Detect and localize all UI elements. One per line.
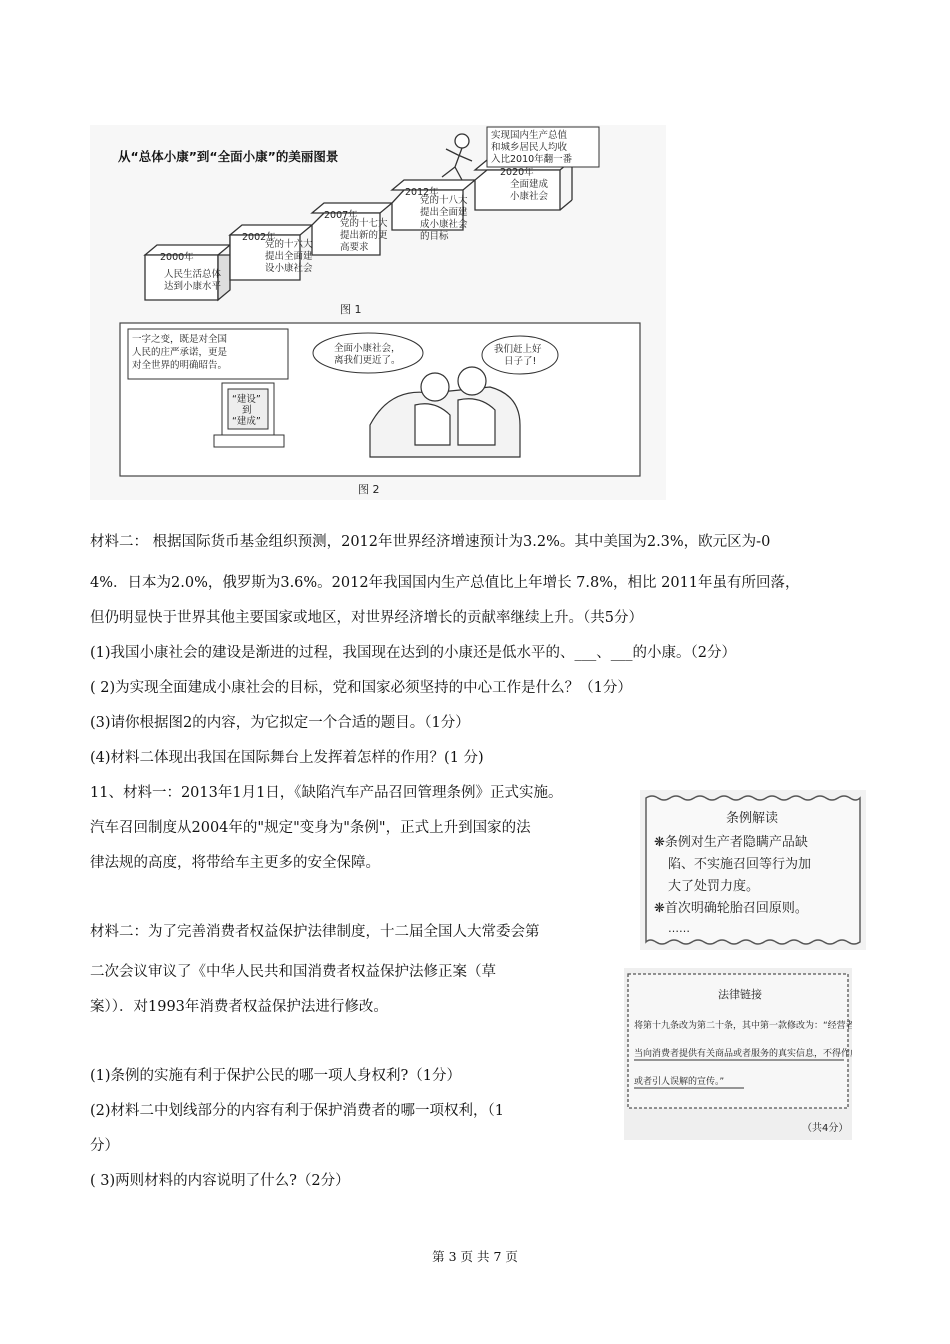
step-text: 达到小康水平 <box>164 281 222 292</box>
box2-score: （共4分） <box>802 1123 849 1134</box>
box2-line: 当向消费者提供有关商品或者服务的真实信息，不得作虚假 <box>634 1049 852 1059</box>
tv-screen-text: “建设” <box>232 394 261 405</box>
q10-sub4: (4)材料二体现出我国在国际舞台上发挥着怎样的作用？(1 分) <box>90 750 484 766</box>
tv-screen-text: “建成” <box>232 416 261 427</box>
top-note-line: 和城乡居民人均收 <box>491 142 568 153</box>
q10-sub1: (1)我国小康社会的建设是渐进的过程，我国现在达到的小康还是低水平的、___、___的小康。（2分） <box>90 645 737 661</box>
step-text: 成小康社会 <box>420 219 468 230</box>
step-year-2020: 2020年 <box>500 167 534 178</box>
box1-line: 陷、不实施召回等行为加 <box>668 857 812 872</box>
fig2-caption: 图 2 <box>358 483 380 496</box>
scroll-frame <box>624 968 852 1140</box>
step-text: 提出新的更 <box>340 230 388 241</box>
step-text: 高要求 <box>340 242 369 253</box>
material2-line: 但仍明显快于世界其他主要国家或地区，对世界经济增长的贡献率继续上升。（共5分） <box>90 610 643 626</box>
q11-material2-line: 材料二：为了完善消费者权益保护法律制度，十二届全国人大常委会第 <box>90 924 540 940</box>
step-year-2007: 2007年 <box>324 210 358 221</box>
step-text: 的目标 <box>420 231 449 242</box>
q11-sub1: (1)条例的实施有利于保护公民的哪一项人身权利?（1分） <box>90 1068 462 1084</box>
top-note-line: 入比2010年翻一番 <box>491 154 573 165</box>
step-text: 全面建成 <box>510 179 549 190</box>
q11-material1-line: 11、材料一：2013年1月1日，《缺陷汽车产品召回管理条例》正式实施。 <box>90 785 563 801</box>
material2-line: 材料二： 根据国际货币基金组织预测，2012年世界经济增速预计为3.2%。其中美国为2.3%，欧元区为-0 <box>90 534 771 550</box>
step-text: 人民生活总体 <box>164 269 222 280</box>
tv-speech-line: 对全世界的明确昭告。 <box>132 360 228 371</box>
step-year-2002: 2002年 <box>242 232 276 243</box>
tv-speech-line: 人民的庄严承诺，更是 <box>132 347 228 358</box>
speech-b-line: 我们赶上好 <box>494 344 542 355</box>
speech-b-line: 日子了! <box>504 356 537 367</box>
scroll-frame <box>640 790 866 950</box>
q11-material1-line: 律法规的高度，将带给车主更多的安全保障。 <box>90 855 380 871</box>
q10-sub2: ( 2)为实现全面建成小康社会的目标，党和国家必须坚持的中心工作是什么？（1分） <box>90 680 632 696</box>
box2-line: 将第十九条改为第二十条，其中第一款修改为：“经营者应 <box>634 1021 852 1031</box>
step-text: 提出全面建 <box>420 207 468 218</box>
q11-material1-line: 汽车召回制度从2004年的"规定"变身为"条例"，正式上升到国家的法 <box>90 820 531 836</box>
material2-line: 4%．日本为2.0%，俄罗斯为3.6%。2012年我国国内生产总值比上年增长 7.8%，相比 2011年虽有所回落， <box>90 575 800 591</box>
tv-speech-line: 一字之变，既是对全国 <box>132 334 228 345</box>
box1-title: 条例解读 <box>726 811 779 826</box>
box1-line: ❋首次明确轮胎召回原则。 <box>654 901 808 916</box>
q11-sub2: (2)材料二中划线部分的内容有利于保护消费者的哪一项权利，（1 <box>90 1103 505 1119</box>
q11-material2-line: 案））．对1993年消费者权益保护法进行修改。 <box>90 999 388 1015</box>
speech-a-line: 全面小康社会， <box>334 343 401 354</box>
stair-and-cartoon-drawing <box>90 125 666 500</box>
step-text: 党的十七大 <box>340 218 388 229</box>
speech-a-line: 离我们更近了。 <box>334 355 401 366</box>
step-text: 设小康社会 <box>265 263 313 274</box>
step-year-2012: 2012年 <box>405 187 439 198</box>
q11-sub2-cont: 分） <box>90 1138 119 1154</box>
step-year-2000: 2000年 <box>160 252 194 263</box>
law-link-box <box>624 968 852 1140</box>
q10-sub3: (3)请你根据图2的内容，为它拟定一个合适的题目。（1分） <box>90 715 470 731</box>
q11-material2-line: 二次会议审议了《中华人民共和国消费者权益保护法修正案（草 <box>90 964 496 980</box>
box2-line: 或者引人误解的宣传。” <box>634 1077 725 1087</box>
illustration-figure-1-2 <box>90 125 666 500</box>
runner-figure <box>442 134 472 180</box>
box1-line: …… <box>668 922 690 935</box>
box1-line: ❋条例对生产者隐瞒产品缺 <box>654 835 808 850</box>
fig1-caption: 图 1 <box>340 303 362 316</box>
step-text: 提出全面建 <box>265 251 313 262</box>
box1-line: 大了处罚力度。 <box>668 879 760 894</box>
tv-screen-text: 到 <box>242 405 252 416</box>
top-note-line: 实现国内生产总值 <box>491 130 568 141</box>
page-footer: 第 3 页 共 7 页 <box>432 1249 518 1264</box>
step-text: 小康社会 <box>510 191 549 202</box>
fig1-title: 从“总体小康”到“全面小康”的美丽图景 <box>118 149 339 164</box>
q11-sub3: ( 3)两则材料的内容说明了什么?（2分） <box>90 1173 350 1189</box>
regulation-interpretation-box <box>640 790 866 950</box>
step-text: 党的十八大 <box>420 195 468 206</box>
box2-title: 法律链接 <box>718 988 762 1001</box>
step-text: 党的十六大 <box>265 239 313 250</box>
